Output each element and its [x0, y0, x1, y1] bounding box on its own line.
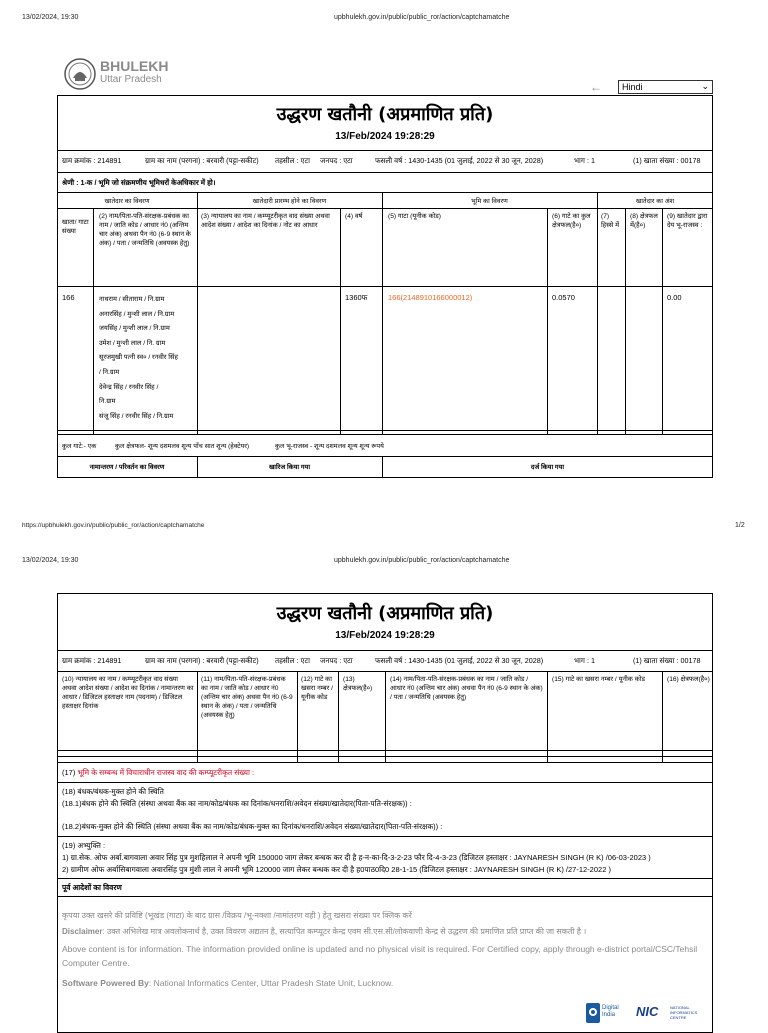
nic-logo — [636, 1003, 708, 1023]
note-hindi: कृपया उक्त खसरे की प्रविष्टि (भूखंड (गाटा) के बाद ग्रास /विक्रय /भू-नक्शा /नामांतरण वही ) हेतु खसरा संख्या पर क्लिक करें — [62, 911, 412, 920]
owner-name: संजू सिंह / रनवीर सिंह / नि.ग्राम — [99, 412, 174, 420]
owner-name: उमेश / मुन्शी लाल / नि. ग्राम — [99, 339, 166, 347]
language-selected: Hindi — [622, 82, 643, 92]
col-8: (8) क्षेत्रफल में(है०) — [630, 213, 658, 229]
disclaimer-label: Disclaimer — [62, 927, 103, 936]
part-2: भाग : 1 — [574, 656, 595, 665]
col-14: (14) नाम/पिता-पति-संरक्षक-प्रबंधक का नाम / जाति कोड / आधार नं0 (अन्तिम चार अंक) अथवा पैन नं0 (6-9 स्थान के अंक) / पता / जन्मतिथि (अवयस्क हेतु) — [390, 676, 543, 701]
logo-title: BHULEKH — [100, 58, 169, 74]
tehsil-2: तहसील : एटा — [275, 656, 310, 665]
group-share: खातेदार का अंश — [635, 198, 675, 205]
doc-date-2: 13/Feb/2024 19:28:29 — [335, 630, 435, 641]
logo-subtitle: Uttar Pradesh — [100, 74, 162, 85]
row-year: 1360फ — [345, 293, 368, 302]
disclaimer-hindi: : उक्त अभिलेख मात्र अवलोकनार्थ है, उक्त विवरण अद्यतन है, सत्यापित कम्प्यूटर केन्द्र एवम सी.एस.सी/लोकवाणी केन्द्र से उद्धरण की प्रमाणित प्रति प्राप्त की जा सकती है । — [102, 927, 587, 936]
village-name-2: ग्राम का नाम (परगना) : बरवारी (पट्टा-सकीट) — [145, 656, 259, 665]
doc-title-2: उद्धरण खतौनी (अप्रमाणित प्रति) — [276, 603, 494, 624]
col-7: (7) हिस्से में — [601, 213, 620, 229]
sec17-text: भूमि के सम्बन्ध में विचाराधीन राजस्व वाद की कम्प्यूटरीकृत संख्या : — [77, 768, 255, 777]
owner-name: नि.ग्राम — [99, 398, 116, 406]
doc-date: 13/Feb/2024 19:28:29 — [335, 131, 435, 142]
doc-title: उद्धरण खतौनी (अप्रमाणित प्रति) — [276, 104, 494, 125]
group-khatedar: खातेदार का विवरण — [104, 198, 150, 205]
district: जनपद : एटा — [320, 156, 353, 165]
col-9: (9) खातेदार द्वारा देय भू-राजस्व : — [667, 213, 708, 229]
sec19: (19) अभ्युक्ति : — [62, 841, 106, 850]
remark-1: 1) ग्रा.सेक. ओफ अर्बा.बागवाला अवार सिंह पुत्र मुशहिलाल ने अपनी भूमि 150000 जाग लेकर बन्धक कर दी है ह-न-का-दि-3-2-23 फौर दि-4-3-23 (डिजिटल हस्ताक्षर : JAYNARESH SINGH (R K) /06-03-2023 ) — [62, 853, 651, 862]
khata-number-2: (1) खाता संख्या : 00178 — [633, 656, 701, 665]
col-5: (5) गाटा (यूनीक कोड) — [388, 213, 441, 220]
row-area: 0.0570 — [552, 293, 575, 302]
nic-full: NATIONAL INFORMATICS CENTRE — [670, 1005, 698, 1020]
row-gata-link[interactable]: 166(2148910166000012) — [388, 293, 473, 302]
print-footer-url: https://upbhulekh.gov.in/public/public_ror/action/captchamatche — [22, 522, 205, 529]
col-4: (4) वर्ष — [345, 213, 363, 220]
prev-orders: पूर्व आदेशों का विवरण — [62, 883, 122, 892]
total-area: कुल क्षेत्रफल- शून्य दशमलव शून्य पाँच सात शून्य (हेक्टेयर) — [115, 443, 250, 450]
col-10: (10) न्यायालय का नाम / कम्प्यूटरीकृत वाद संख्या अथवा आदेश संख्या / आदेश का दिनांक / नामान्तरण का आधार / डिजिटल हस्ताक्षर नाम (पदनाम) / डिजिटल हस्ताक्षर दिनांक — [62, 676, 194, 710]
owner-name: देवेन्द्र सिंह / रनवीर सिंह / — [99, 383, 159, 391]
category: श्रेणी : 1-क / भूमि जो संक्रमणीय भूमिधरों केअधिकार में हो। — [62, 178, 216, 187]
owner-name: नाथराम / सीताराम / नि.ग्राम — [99, 296, 165, 303]
sec18-1: (18.1)बंधक होने की स्थिति (संस्था अथवा बैंक का नाम/कोड/बंधक का दिनांक/धनराशि/अवेदन संख्या/खातेदार(पिता-पति-संरक्षक)) : — [62, 799, 412, 808]
total-gata: कुल गाटे:- एक — [62, 443, 97, 450]
part: भाग : 1 — [574, 156, 595, 165]
col-3: (3) न्यायालय का नाम / कम्प्यूटरीकृत वाद संख्या अथवा आदेश संख्या / आदेश का दिनांक / नोट का आधार — [201, 213, 330, 229]
col-12: (12) गाटे का खसरा नम्बर / यूनीक कोड — [301, 676, 334, 701]
print-url: upbhulekh.gov.in/public/public_ror/action/captchamatche — [334, 14, 510, 21]
disclaimer-en: Above content is for information. The information provided online is updated and no physical visit is required. For Certified copy, apply through e-district portal/CSC/Tehsil Computer Centre. — [62, 944, 698, 968]
mutation-header: नामान्तरण / परिवर्तन का विवरण — [89, 464, 165, 471]
village-name: ग्राम का नाम (परगना) : बरवारी (पट्टा-सकीट) — [145, 156, 259, 165]
fasli-year-2: फसली वर्ष : 1430-1435 (01 जुलाई, 2022 से 30 जून, 2028) — [375, 656, 544, 665]
chevron-down-icon: ⌄ — [701, 81, 709, 91]
fasli-year: फसली वर्ष : 1430-1435 (01 जुलाई, 2022 से 30 जून, 2028) — [375, 156, 544, 165]
village-code-2: ग्राम क्रमांक : 214891 — [62, 656, 122, 665]
row-revenue: 0.00 — [667, 293, 682, 302]
khata-number: (1) खाता संख्या : 00178 — [633, 156, 701, 165]
row-names — [99, 293, 195, 424]
owner-name: जयसिंह / मुन्शी लाल / नि.ग्राम — [99, 325, 170, 333]
language-select[interactable] — [618, 80, 713, 94]
software-label: Software Powered By — [62, 978, 149, 988]
sec18: (18) बंधक/बंधक-मुक्त होने की स्थिति — [62, 787, 164, 796]
district-2: जनपद : एटा — [320, 656, 353, 665]
print-url-2: upbhulekh.gov.in/public/public_ror/action/captchamatche — [334, 557, 510, 564]
digital-india-logo — [586, 1003, 626, 1023]
col-13: (13) क्षेत्रफल(है०) — [343, 676, 373, 692]
sec17-num: (17) — [62, 768, 76, 777]
nic-text: NIC — [636, 1004, 659, 1019]
owner-name: अनारसिंह / मुन्शी लाल / नि.ग्राम — [99, 310, 175, 318]
sec18-2: (18.2)बंधक-मुक्त होने की स्थिति (संस्था अथवा बैंक का नाम/कोड/बंधक-मुक्त का दिनांक/धनराशि/अवेदन संख्या/खातेदार(पिता-पति-संरक्षक)) : — [62, 822, 443, 831]
group-start: खातेदारी प्रारम्भ होने का विवरण — [252, 198, 327, 205]
rejected-header: खारिज किया गया — [268, 464, 311, 471]
owner-name: / नि.ग्राम — [99, 368, 120, 376]
arrow-left-icon[interactable]: ← — [590, 80, 602, 94]
col-2: (2) नाम/पिता-पति-संरक्षक-प्रबंधक का नाम / जाति कोड / आधार नं0 (अन्तिम चार अंक) अथवा पैन नं0 (6-9 स्थान के अंक) / पता / जन्मतिथि (अवयस्क हेतु) — [99, 213, 191, 247]
col-15: (15) गाटे का खसरा नम्बर / यूनीक कोड — [552, 676, 645, 683]
page-number: 1/2 — [735, 522, 745, 529]
digital-india-text: Digital India — [602, 1005, 619, 1018]
digital-india-icon — [586, 1003, 600, 1023]
village-code: ग्राम क्रमांक : 214891 — [62, 156, 122, 165]
print-datetime-2: 13/02/2024, 19:30 — [22, 557, 79, 564]
owner-name: सूरजमुखी पत्नी स्व० / रनवीर सिंह — [99, 354, 178, 362]
tehsil: तहसील : एटा — [275, 156, 310, 165]
col-khata: खाता/ गाटा संख्या — [62, 219, 89, 235]
row-khata: 166 — [62, 293, 75, 302]
up-emblem-icon — [64, 58, 96, 90]
col-16: (16) क्षेत्रफल(है०) — [667, 676, 710, 683]
group-land: भूमि का विवरण — [471, 198, 508, 205]
col-11: (11) नाम/पिता-पति-संरक्षक-प्रबंधक का नाम / जाति कोड / आधार नं0 (अन्तिम चार अंक) अथवा पैन नं0 (6-9 स्थान के अंक) / पता / जन्मतिथि (अवयस्क हेतु) — [201, 676, 293, 719]
software-text: : National Informatics Center, Uttar Pradesh State Unit, Lucknow. — [148, 978, 394, 988]
remark-2: 2) ग्रामीण ओफ अर्बासिबागवाला अवारसिंह पुत्र मुंशी लाल ने अपनी भूमि 120000 जाग लेकर बन्धक कर दी है ह0पाठ0दि0 28-1-15 (डिजिटल हस्ताक्षर : JAYNARESH SINGH (R K) /27-12-2022 ) — [62, 865, 611, 874]
total-revenue: कुल भू-राजस्व - शून्य दशमलव शून्य शून्य रूपये — [275, 443, 384, 450]
col-6: (6) गाटे का कुल क्षेत्रफल(है०) — [552, 213, 591, 229]
entered-header: दर्ज किया गया — [530, 464, 565, 471]
print-datetime: 13/02/2024, 19:30 — [22, 14, 79, 21]
